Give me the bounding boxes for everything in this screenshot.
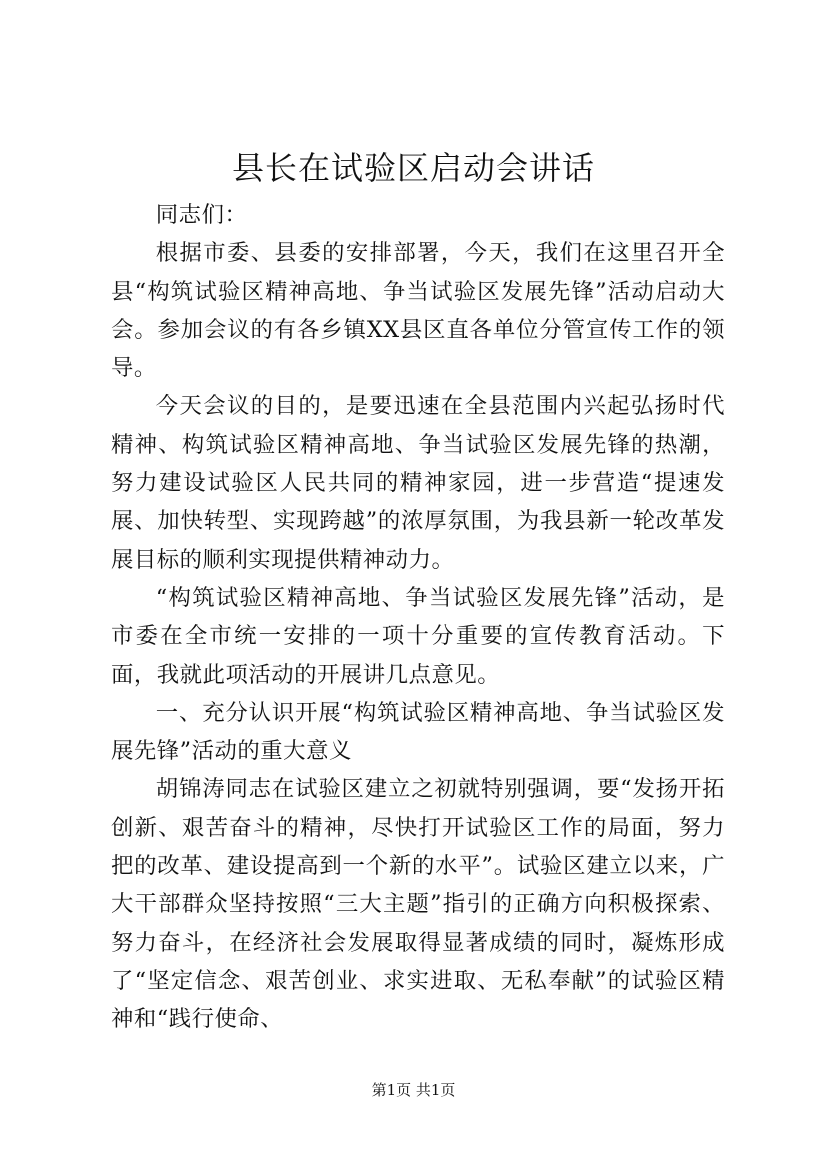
salutation: 同志们： <box>155 202 248 228</box>
section-heading-1: 一、充分认识开展“构筑试验区精神高地、争当试验区发展先锋”活动的重大意义 <box>111 699 725 765</box>
document-body <box>111 196 725 1039</box>
paragraph-4: 胡锦涛同志在试验区建立之初就特别强调，要“发扬开拓创新、艰苦奋斗的精神，尽快打开试验区工作的局面，努力把的改革、建设提高到一个新的水平”。试验区建立以来，广大干部群众坚持按照“三大主题”指引的正确方向积极探索、努力奋斗，在经济社会发展取得显著成绩的同时，凝炼形成了“坚定信念、艰苦创业、求实进取、无私奉献”的试验区精神和“践行使命、 <box>111 776 725 1033</box>
paragraph-1: 根据市委、县委的安排部署，今天，我们在这里召开全县“构筑试验区精神高地、争当试验区发展先锋”活动启动大会。参加会议的有各乡镇XX县区直各单位分管宣传工作的领导。 <box>111 240 725 382</box>
document-title: 县长在试验区启动会讲话 <box>231 149 595 187</box>
paragraph-2: 今天会议的目的，是要迅速在全县范围内兴起弘扬时代精神、构筑试验区精神高地、争当试验区发展先锋的热潮，努力建设试验区人民共同的精神家园，进一步营造“提速发展、加快转型、实现跨越”的浓厚氛围，为我县新一轮改革发展目标的顺利实现提供精神动力。 <box>111 393 725 573</box>
paragraph-3: “构筑试验区精神高地、争当试验区发展先锋”活动，是市委在全市统一安排的一项十分重要的宣传教育活动。下面，我就此项活动的开展讲几点意见。 <box>111 584 725 688</box>
page-footer: 第1页 共1页 <box>371 1081 456 1099</box>
